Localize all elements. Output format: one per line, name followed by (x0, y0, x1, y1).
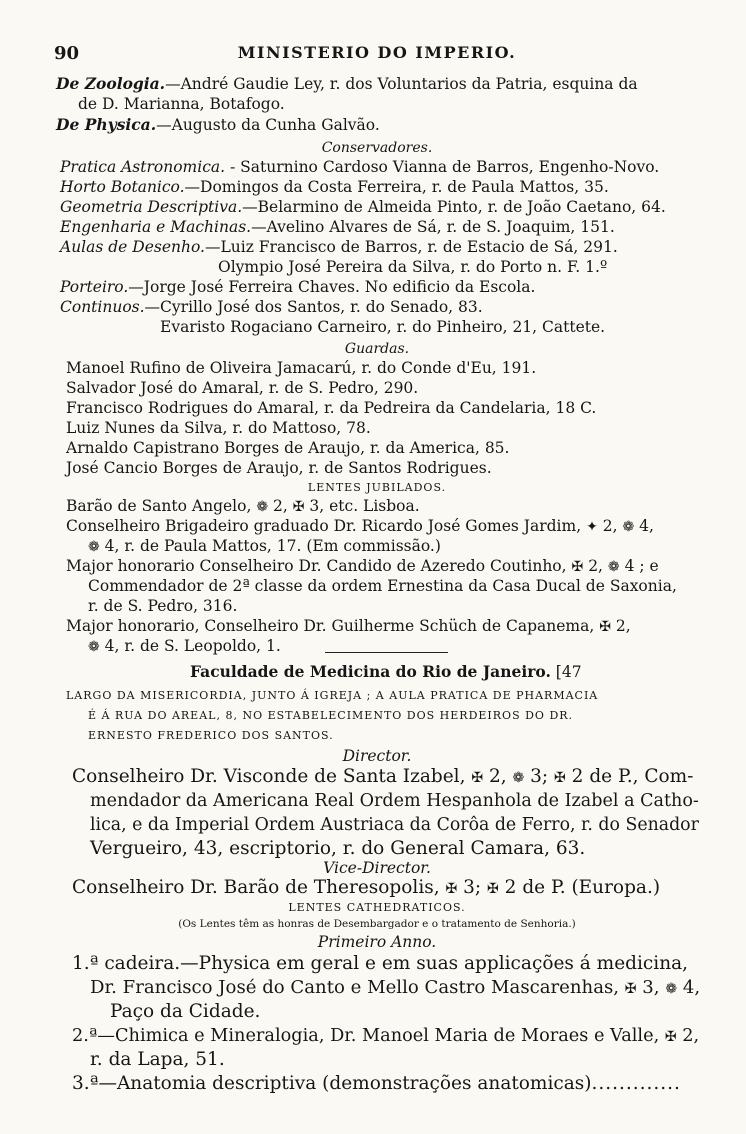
guarda-entry-4: Luiz Nunes da Silva, r. do Mattoso, 78. (66, 419, 371, 437)
jubilado-entry-3-cont: Commendador de 2ª classe da ordem Ernestina da Casa Ducal de Saxonia, (88, 577, 677, 595)
jubilado-entry-4: Major honorario, Conselheiro Dr. Guilherme Schüch de Capanema, ✠ 2, (66, 617, 631, 635)
director-line-3: lica, e da Imperial Ordem Austriaca da Corôa de Ferro, r. do Senador (90, 815, 699, 835)
conservador-entry-5: Aulas de Desenho.—Luiz Francisco de Barros, r. de Estacio de Sá, 291. (60, 238, 618, 256)
conservador-entry-4: Engenharia e Machinas.—Avelino Alvares de Sá, r. de S. Joaquim, 151. (60, 218, 615, 236)
jubilado-entry-1: Barão de Santo Angelo, ❁ 2, ✠ 3, etc. Lisboa. (66, 497, 420, 515)
order-cross-icon: ✠ (292, 499, 305, 515)
guarda-entry-3: Francisco Rodrigues do Amaral, r. da Pedreira da Candelaria, 18 C. (66, 399, 597, 417)
order-rose-icon: ❁ (665, 981, 678, 997)
order-cross-icon: ✠ (664, 1029, 677, 1045)
faculdade-address-2: É Á RUA DO AREAL, 8, NO ESTABELECIMENTO DOS HERDEIROS DO DR. (88, 709, 574, 722)
director-line-2: mendador da Americana Real Ordem Hespanhola de Izabel a Catho- (90, 791, 699, 811)
cadeira-2-line-1: 2.ª—Chimica e Mineralogia, Dr. Manoel Maria de Moraes e Valle, ✠ 2, (72, 1026, 700, 1046)
jubilado-entry-2-cont: ❁ 4, r. de Paula Mattos, 17. (Em commissão.) (88, 537, 441, 555)
jubilado-entry-2: Conselheiro Brigadeiro graduado Dr. Ricardo José Gomes Jardim, ✦ 2, ❁ 4, (66, 517, 654, 535)
zoologia-entry: De Zoologia.—André Gaudie Ley, r. dos Voluntarios da Patria, esquina da (56, 74, 638, 93)
order-cross-icon: ✠ (624, 981, 637, 997)
order-cross-icon: ✠ (471, 770, 484, 786)
cadeira-1-line-2: Dr. Francisco José do Canto e Mello Castro Mascarenhas, ✠ 3, ❁ 4, (90, 977, 701, 998)
continuos-extra: Evaristo Rogaciano Carneiro, r. do Pinheiro, 21, Cattete. (160, 318, 606, 336)
order-rose-icon: ❁ (88, 539, 100, 555)
order-rose-icon: ❁ (607, 559, 620, 575)
order-rose-icon: ❁ (512, 770, 525, 786)
vice-director-entry: Conselheiro Dr. Barão de Theresopolis, ✠ 3; ✠ 2 de P. (Europa.) (72, 877, 661, 898)
vice-director-heading: Vice-Director. (323, 859, 431, 877)
director-heading: Director. (342, 747, 412, 765)
conservador-entry-3: Geometria Descriptiva.—Belarmino de Almeida Pinto, r. de João Caetano, 64. (60, 198, 666, 216)
faculdade-title: Faculdade de Medicina do Rio de Janeiro. [47 (190, 662, 582, 681)
conservador-entry-1: Pratica Astronomica. - Saturnino Cardoso Vianna de Barros, Engenho-Novo. (60, 158, 660, 176)
conservador-entry-2: Horto Botanico.—Domingos da Costa Ferreira, r. de Paula Mattos, 35. (60, 178, 609, 196)
jubilado-entry-3-cont2: r. de S. Pedro, 316. (88, 597, 238, 615)
conservador-extra: Olympio José Pereira da Silva, r. do Porto n. F. 1.º (218, 258, 608, 276)
order-cross-icon: ✠ (445, 881, 458, 897)
zoologia-entry-cont: de D. Marianna, Botafogo. (78, 95, 285, 113)
guarda-entry-2: Salvador José do Amaral, r. de S. Pedro, 290. (66, 379, 419, 397)
order-cross-icon: ✠ (487, 881, 499, 897)
running-head: MINISTERIO DO IMPERIO. (237, 43, 517, 62)
jubilado-entry-4-cont: ❁ 4, r. de S. Leopoldo, 1. (88, 637, 281, 655)
page-header (54, 43, 700, 65)
director-line-1: Conselheiro Dr. Visconde de Santa Izabel, ✠ 2, ❁ 3; ✠ 2 de P., Com- (72, 766, 694, 787)
guardas-heading: Guardas. (344, 341, 410, 357)
guarda-entry-6: José Cancio Borges de Araujo, r. de Santos Rodrigues. (66, 459, 492, 477)
order-cross-icon: ✠ (571, 559, 584, 575)
cadeira-1-line-1: 1.ª cadeira.—Physica em geral e em suas applicações á medicina, (72, 953, 689, 974)
guarda-entry-5: Arnaldo Capistrano Borges de Araujo, r. da America, 85. (66, 439, 510, 457)
order-star-icon: ✦ (586, 519, 598, 535)
order-rose-icon: ❁ (88, 639, 100, 655)
order-cross-icon: ✠ (599, 619, 611, 635)
order-rose-icon: ❁ (256, 499, 269, 515)
section-divider (325, 652, 448, 653)
cadeira-2-line-2: r. da Lapa, 51. (90, 1049, 225, 1070)
cadeira-1-line-3: Paço da Cidade. (110, 1001, 261, 1022)
physica-entry: De Physica.—Augusto da Cunha Galvão. (56, 115, 380, 134)
page-number: 90 (54, 43, 80, 64)
jubilado-entry-3: Major honorario Conselheiro Dr. Candido de Azeredo Coutinho, ✠ 2, ❁ 4 ; e (66, 557, 659, 575)
primeiro-anno-heading: Primeiro Anno. (317, 933, 437, 951)
order-rose-icon: ❁ (622, 519, 635, 535)
conservadores-heading: Conservadores. (321, 140, 433, 156)
guarda-entry-1: Manoel Rufino de Oliveira Jamacarú, r. do Conde d'Eu, 191. (66, 359, 537, 377)
faculdade-address-1: LARGO DA MISERICORDIA, JUNTO Á IGREJA ; A AULA PRATICA DE PHARMACIA (66, 689, 599, 702)
cathedraticos-note: (Os Lentes têm as honras de Desembargador e o tratamento de Senhoria.) (178, 918, 576, 930)
faculdade-address-3: ERNESTO FREDERICO DOS SANTOS. (88, 729, 334, 742)
jubilados-heading: LENTES JUBILADOS. (307, 481, 447, 494)
continuos-entry: Continuos.—Cyrillo José dos Santos, r. do Senado, 83. (60, 298, 483, 316)
cathedraticos-heading: LENTES CATHEDRATICOS. (288, 901, 466, 914)
director-line-4: Vergueiro, 43, escriptorio, r. do General Camara, 63. (90, 838, 586, 859)
cadeira-3-line-1: 3.ª—Anatomia descriptiva (demonstrações anatomicas)............. (72, 1073, 681, 1094)
order-cross-icon: ✠ (554, 770, 566, 786)
porteiro-entry: Porteiro.—Jorge José Ferreira Chaves. No edificio da Escola. (60, 278, 536, 296)
